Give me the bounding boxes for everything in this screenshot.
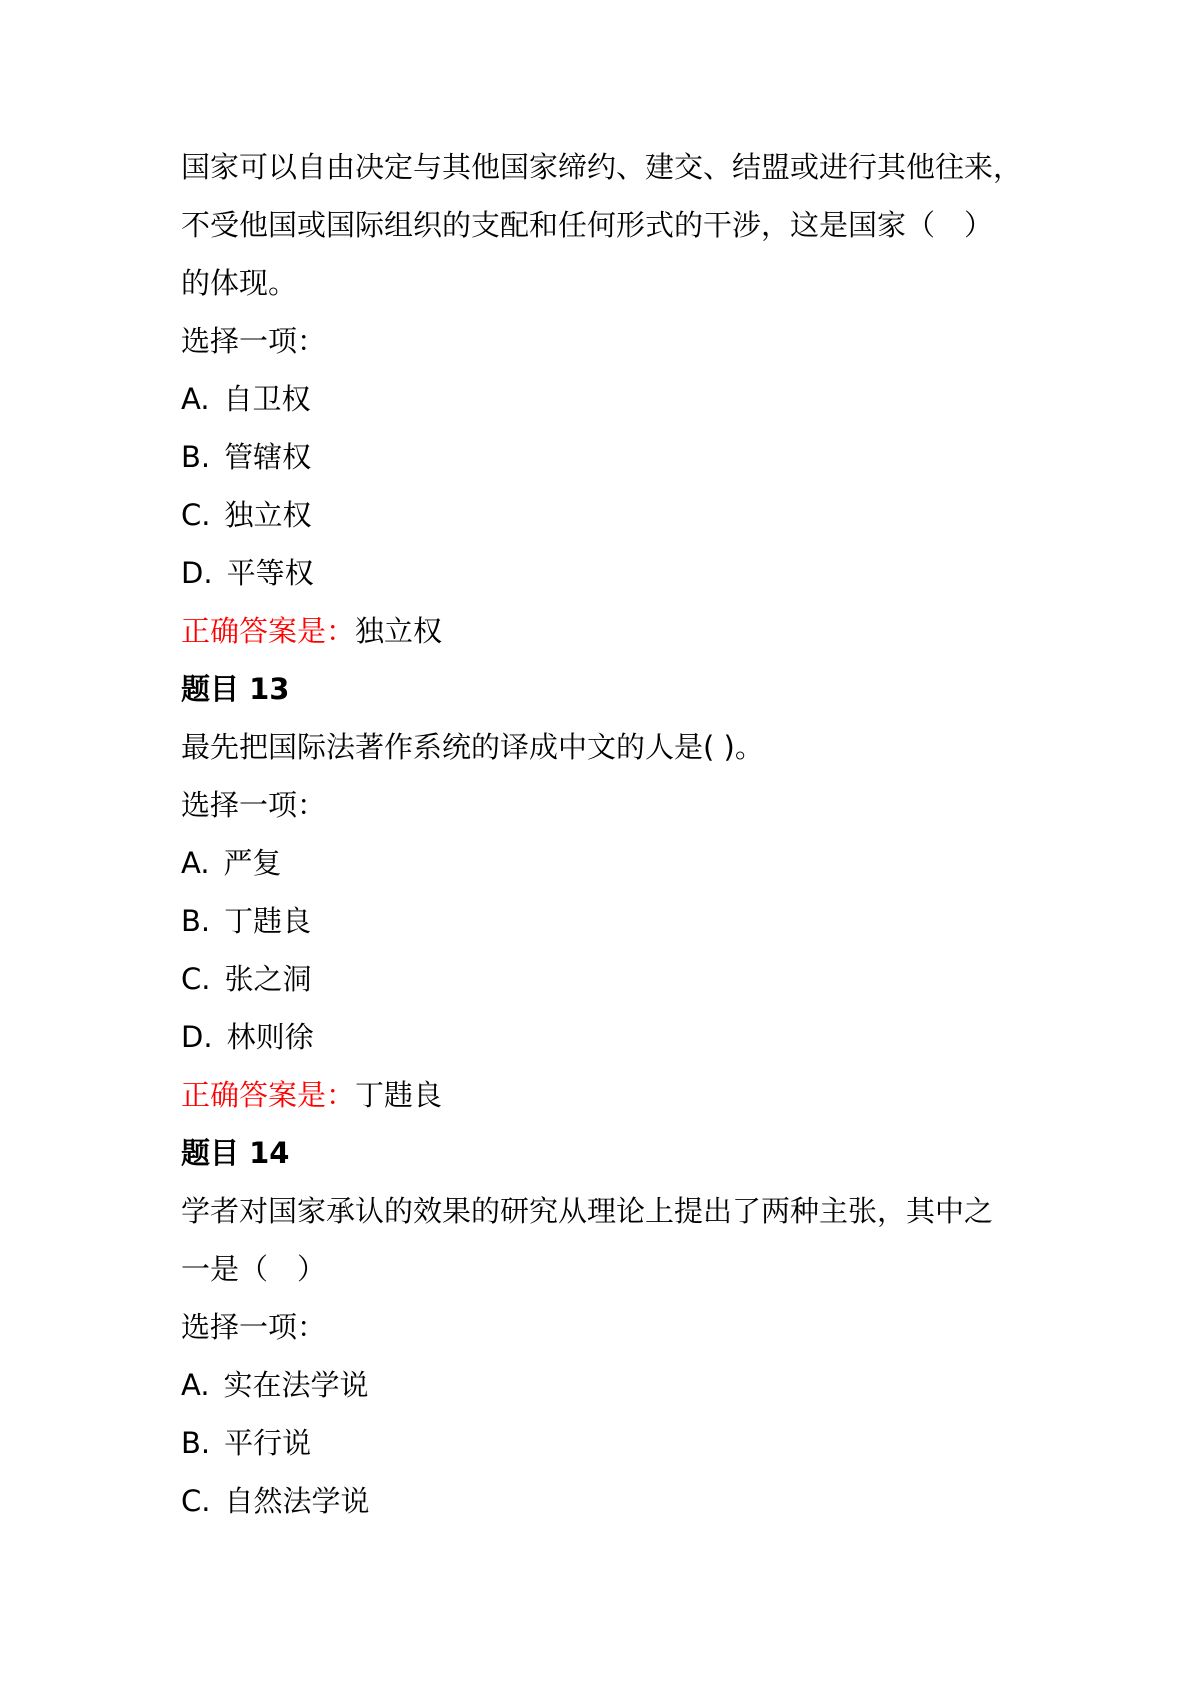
question-stem-line: 国家可以自由决定与其他国家缔约、建交、结盟或进行其他往来， — [181, 150, 1023, 184]
option-text: 严复 — [223, 846, 282, 880]
option-letter: C. — [181, 1484, 211, 1518]
choose-one-prompt: 选择一项： — [181, 1310, 327, 1344]
option-text: 管辖权 — [224, 440, 312, 474]
option-letter: D. — [181, 1020, 213, 1054]
option-text: 自然法学说 — [224, 1484, 370, 1518]
question-stem-line: 学者对国家承认的效果的研究从理论上提出了两种主张，其中之 — [181, 1194, 994, 1228]
choose-one-prompt: 选择一项： — [181, 788, 327, 822]
document-page — [181, 138, 1041, 1530]
option-c — [181, 486, 1041, 544]
option-c — [181, 1472, 1041, 1530]
correct-answer-value: 丁韪良 — [355, 1078, 443, 1112]
correct-answer — [181, 1066, 1041, 1124]
question-stem-line: 最先把国际法著作系统的译成中文的人是( )。 — [181, 730, 764, 764]
correct-answer-value: 独立权 — [355, 614, 443, 648]
option-d — [181, 544, 1041, 602]
option-b — [181, 428, 1041, 486]
option-text: 平等权 — [226, 556, 314, 590]
question-14 — [181, 1124, 1041, 1530]
option-letter: A. — [181, 846, 210, 880]
option-letter: C. — [181, 498, 211, 532]
option-a — [181, 834, 1041, 892]
option-text: 自卫权 — [223, 382, 311, 416]
option-letter: B. — [181, 1426, 211, 1460]
option-letter: B. — [181, 440, 211, 474]
correct-answer — [181, 602, 1041, 660]
option-d — [181, 1008, 1041, 1066]
correct-answer-label: 正确答案是： — [181, 1078, 356, 1112]
question-stem-line: 不受他国或国际组织的支配和任何形式的干涉，这是国家（ ） — [181, 208, 994, 242]
option-letter: A. — [181, 382, 210, 416]
option-a — [181, 370, 1041, 428]
choose-one-prompt: 选择一项： — [181, 324, 327, 358]
question-12 — [181, 138, 1041, 660]
option-text: 林则徐 — [226, 1020, 314, 1054]
option-letter: B. — [181, 904, 211, 938]
question-stem-line: 的体现。 — [181, 266, 298, 300]
option-text: 丁韪良 — [224, 904, 312, 938]
option-letter: D. — [181, 556, 213, 590]
correct-answer-label: 正确答案是： — [181, 614, 356, 648]
option-b — [181, 1414, 1041, 1472]
option-a — [181, 1356, 1041, 1414]
question-title: 题目 14 — [181, 1136, 290, 1170]
option-letter: A. — [181, 1368, 210, 1402]
option-text: 平行说 — [224, 1426, 312, 1460]
option-text: 独立权 — [224, 498, 312, 532]
option-b — [181, 892, 1041, 950]
question-13 — [181, 660, 1041, 1124]
option-text: 实在法学说 — [223, 1368, 369, 1402]
question-title: 题目 13 — [181, 672, 290, 706]
option-letter: C. — [181, 962, 211, 996]
option-text: 张之洞 — [224, 962, 312, 996]
option-c — [181, 950, 1041, 1008]
question-stem-line: 一是（ ） — [181, 1252, 327, 1286]
